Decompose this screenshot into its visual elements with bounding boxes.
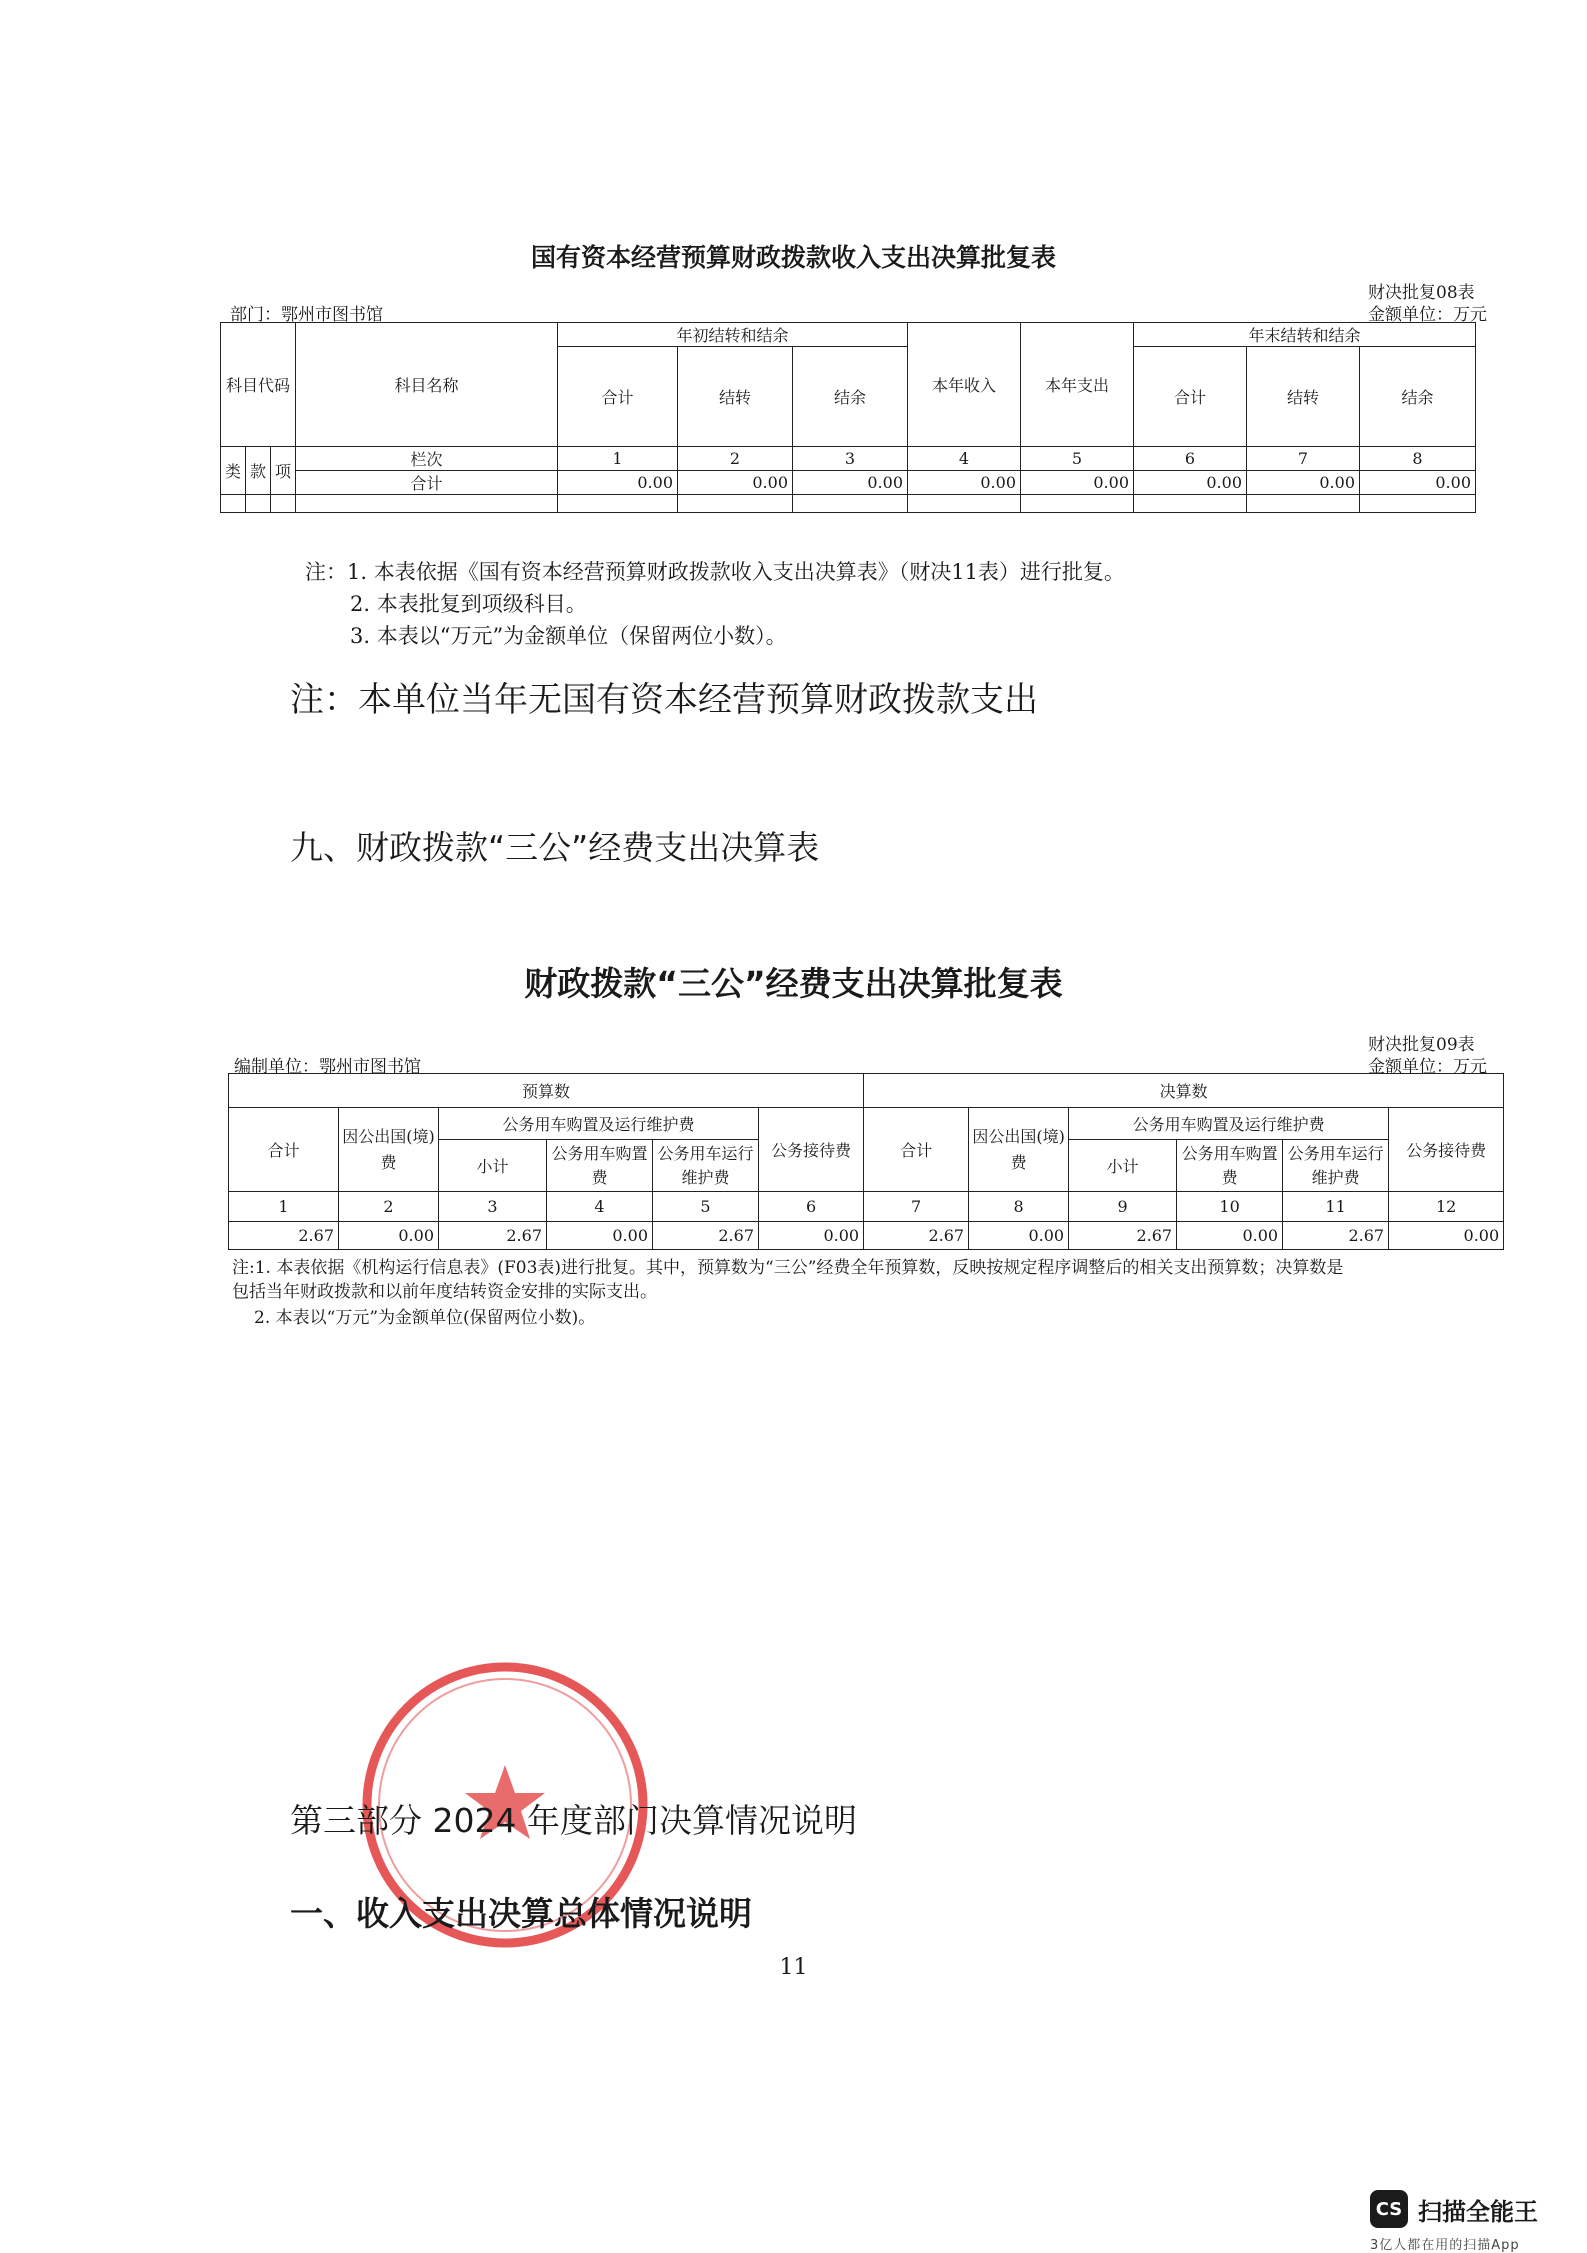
budget-abroad-header: 因公出国(境)费 — [339, 1108, 439, 1192]
value-cell: 0.00 — [759, 1222, 864, 1250]
total-cell: 0.00 — [793, 471, 908, 495]
table1 — [220, 322, 1476, 513]
col-number: 8 — [969, 1192, 1069, 1222]
section-1-heading: 一、收入支出决算总体情况说明 — [290, 1894, 752, 1933]
table2-title: 财政拨款“三公”经费支出决算批复表 — [524, 964, 1063, 1003]
lanci-cell: 5 — [1021, 447, 1134, 471]
header-expense: 本年支出 — [1021, 323, 1134, 447]
col-number: 3 — [439, 1192, 547, 1222]
table2-form-code: 财决批复09表 — [1368, 1035, 1475, 1055]
lanci-label: 栏次 — [296, 447, 558, 471]
table1-dept: 部门：鄂州市图书馆 — [230, 305, 383, 325]
header-begin-total: 合计 — [558, 347, 678, 447]
col-number: 11 — [1283, 1192, 1389, 1222]
header-end-surplus: 结余 — [1360, 347, 1476, 447]
header-kuan: 款 — [246, 447, 271, 495]
note2-line1: 注:1. 本表依据《机构运行信息表》(F03表)进行批复。其中，预算数为“三公”经费全年预算数，反映按规定程序调整后的相关支出预算数；决算数是 — [232, 1258, 1344, 1278]
col-number: 4 — [547, 1192, 653, 1222]
header-end-total: 合计 — [1134, 347, 1247, 447]
lanci-cell: 2 — [678, 447, 793, 471]
budget-subtotal-header: 小计 — [439, 1140, 547, 1192]
header-xiang: 项 — [271, 447, 296, 495]
watermark-name: 扫描全能王 — [1418, 2197, 1538, 2226]
total-cell: 0.00 — [1134, 471, 1247, 495]
header-name: 科目名称 — [296, 323, 558, 447]
value-cell: 2.67 — [1069, 1222, 1177, 1250]
value-cell: 2.67 — [439, 1222, 547, 1250]
part3-heading: 第三部分 2024 年度部门决算情况说明 — [290, 1801, 857, 1840]
final-subtotal-header: 小计 — [1069, 1140, 1177, 1192]
header-begin-group: 年初结转和结余 — [558, 323, 908, 347]
total-cell: 0.00 — [1360, 471, 1476, 495]
note2-line3: 2. 本表以“万元”为金额单位(保留两位小数)。 — [254, 1308, 596, 1328]
scanner-watermark — [1370, 2190, 1570, 2253]
value-cell: 0.00 — [1177, 1222, 1283, 1250]
header-income: 本年收入 — [908, 323, 1021, 447]
total-cell: 0.00 — [1021, 471, 1134, 495]
table2-unit: 金额单位：万元 — [1368, 1057, 1487, 1077]
lanci-cell: 6 — [1134, 447, 1247, 471]
table1-form-code: 财决批复08表 — [1368, 283, 1475, 303]
header-begin-carry: 结转 — [678, 347, 793, 447]
col-number: 1 — [229, 1192, 339, 1222]
header-end-carry: 结转 — [1247, 347, 1360, 447]
page-number: 11 — [779, 1955, 808, 1980]
value-cell: 2.67 — [653, 1222, 759, 1250]
col-number: 10 — [1177, 1192, 1283, 1222]
lanci-cell: 8 — [1360, 447, 1476, 471]
budget-total-header: 合计 — [229, 1108, 339, 1192]
total-cell: 0.00 — [1247, 471, 1360, 495]
section-9-heading: 九、财政拨款“三公”经费支出决算表 — [290, 828, 820, 867]
lanci-cell: 1 — [558, 447, 678, 471]
col-number: 7 — [864, 1192, 969, 1222]
header-lei: 类 — [221, 447, 246, 495]
budget-vehicle-purchase-header: 公务用车购置费 — [547, 1140, 653, 1192]
final-vehicle-group: 公务用车购置及运行维护费 — [1069, 1108, 1389, 1140]
total-cell: 0.00 — [908, 471, 1021, 495]
lanci-cell: 4 — [908, 447, 1021, 471]
final-group: 决算数 — [864, 1074, 1504, 1108]
value-cell: 2.67 — [1283, 1222, 1389, 1250]
value-cell: 0.00 — [1389, 1222, 1504, 1250]
note1-line1: 注：1. 本表依据《国有资本经营预算财政拨款收入支出决算表》（财决11表）进行批复。 — [305, 560, 1125, 584]
value-cell: 2.67 — [864, 1222, 969, 1250]
budget-vehicle-group: 公务用车购置及运行维护费 — [439, 1108, 759, 1140]
budget-group: 预算数 — [229, 1074, 864, 1108]
col-number: 2 — [339, 1192, 439, 1222]
col-number: 6 — [759, 1192, 864, 1222]
table1-title: 国有资本经营预算财政拨款收入支出决算批复表 — [530, 243, 1056, 272]
final-reception-header: 公务接待费 — [1389, 1108, 1504, 1192]
table2-org: 编制单位：鄂州市图书馆 — [234, 1057, 421, 1077]
table2 — [228, 1073, 1504, 1250]
total-cell: 0.00 — [558, 471, 678, 495]
note2-line2: 包括当年财政拨款和以前年度结转资金安排的实际支出。 — [232, 1282, 657, 1302]
value-cell: 0.00 — [339, 1222, 439, 1250]
header-end-group: 年末结转和结余 — [1134, 323, 1476, 347]
final-total-header: 合计 — [864, 1108, 969, 1192]
lanci-cell: 3 — [793, 447, 908, 471]
no-expense-note: 注：本单位当年无国有资本经营预算财政拨款支出 — [290, 680, 1038, 720]
note1-line2: 2. 本表批复到项级科目。 — [350, 592, 587, 616]
budget-vehicle-run-header: 公务用车运行维护费 — [653, 1140, 759, 1192]
total-cell: 0.00 — [678, 471, 793, 495]
value-cell: 0.00 — [547, 1222, 653, 1250]
watermark-slogan: 3亿人都在用的扫描App — [1370, 2238, 1520, 2253]
note1-line3: 3. 本表以“万元”为金额单位（保留两位小数）。 — [350, 624, 787, 648]
final-abroad-header: 因公出国(境)费 — [969, 1108, 1069, 1192]
cs-logo-icon: CS — [1370, 2190, 1408, 2228]
budget-reception-header: 公务接待费 — [759, 1108, 864, 1192]
lanci-cell: 7 — [1247, 447, 1360, 471]
col-number: 5 — [653, 1192, 759, 1222]
table1-unit: 金额单位：万元 — [1368, 305, 1487, 325]
value-cell: 0.00 — [969, 1222, 1069, 1250]
header-code: 科目代码 — [221, 323, 296, 447]
col-number: 12 — [1389, 1192, 1504, 1222]
col-number: 9 — [1069, 1192, 1177, 1222]
final-vehicle-run-header: 公务用车运行维护费 — [1283, 1140, 1389, 1192]
total-label: 合计 — [296, 471, 558, 495]
final-vehicle-purchase-header: 公务用车购置费 — [1177, 1140, 1283, 1192]
value-cell: 2.67 — [229, 1222, 339, 1250]
header-begin-surplus: 结余 — [793, 347, 908, 447]
